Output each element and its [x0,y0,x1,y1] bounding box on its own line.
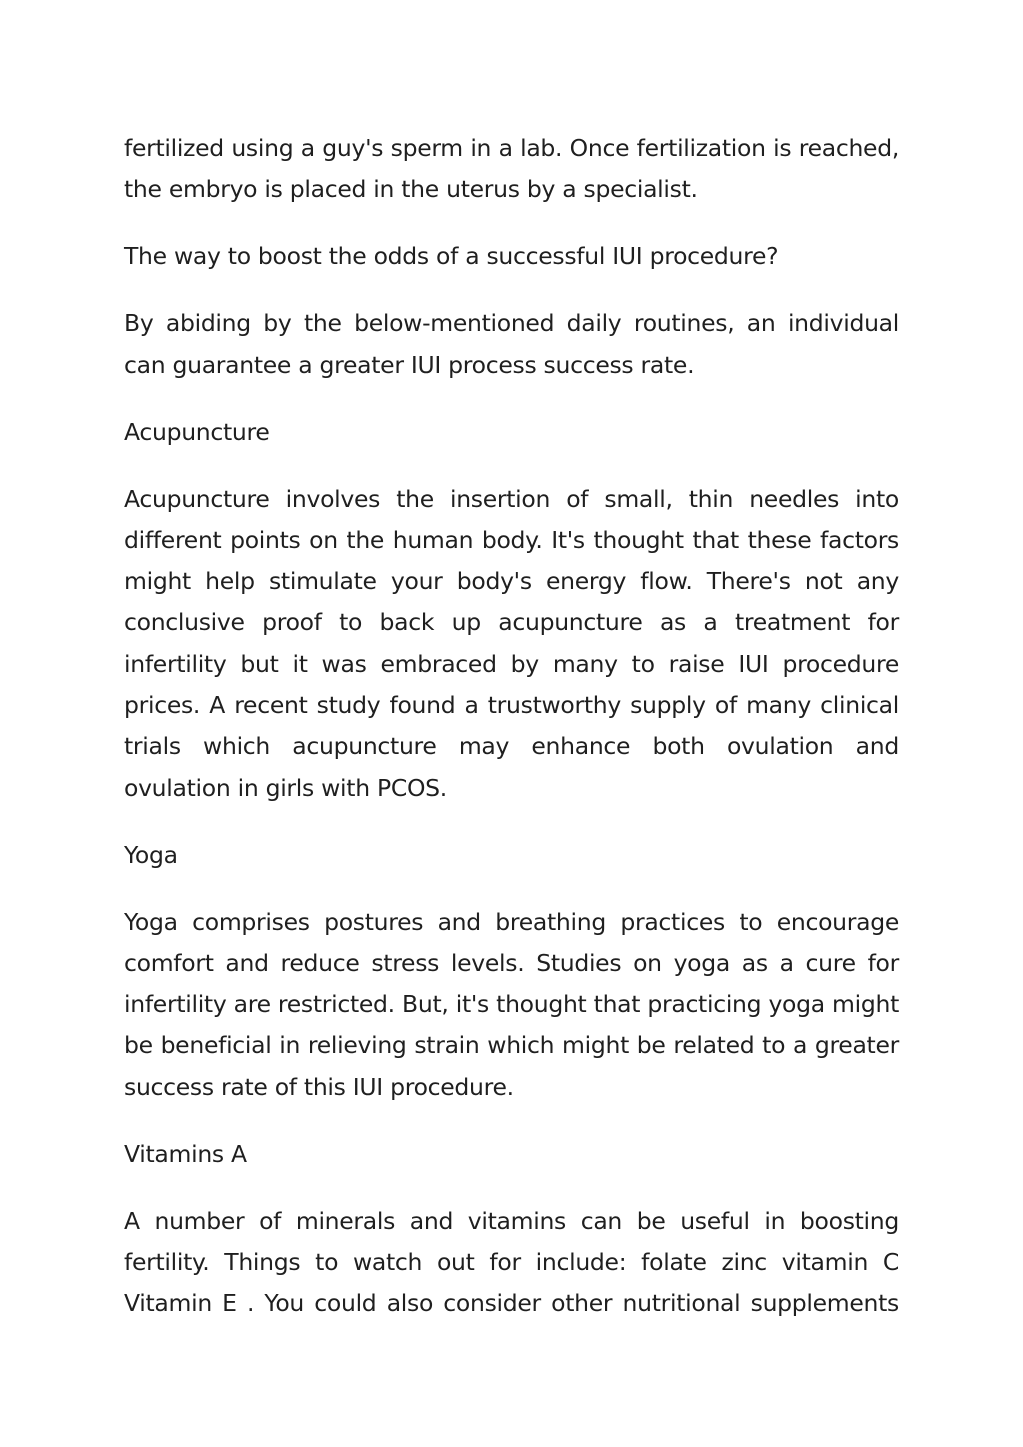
paragraph-acupuncture: Acupuncture involves the insertion of small, thin needles into different points on the human body. It's thought that these factors might help stimulate your body's energy flow. There's not any conclusive proof to back up acupuncture as a treatment for infertility but it was embraced by many to raise IUI procedure prices. A recent study found a trustworthy supply of many clinical trials which acupuncture may enhance both ovulation and ovulation in girls with PCOS. [124,484,899,802]
paragraph-boost-odds-question: The way to boost the odds of a successful IUI procedure? [124,242,779,271]
heading-acupuncture: Acupuncture [124,417,270,446]
document-page [124,128,899,1350]
paragraph-vitamins: A number of minerals and vitamins can be useful in boosting fertility. Things to watch out for include: folate zinc vitamin C Vitamin E . You could also consider other nutritional supplements [124,1206,899,1318]
heading-yoga: Yoga [124,840,178,869]
heading-vitamins: Vitamins A [124,1139,247,1168]
paragraph-yoga: Yoga comprises postures and breathing practices to encourage comfort and reduce stress levels. Studies on yoga as a cure for infertility are restricted. But, it's thought that practicing yoga might be beneficial in relieving strain which might be related to a greater success rate of this IUI procedure. [124,907,899,1101]
paragraph-fertilization: fertilized using a guy's sperm in a lab. Once fertilization is reached, the embryo is placed in the uterus by a specialist. [124,134,899,204]
paragraph-daily-routines: By abiding by the below-mentioned daily routines, an individual can guarantee a greater IUI process success rate. [124,309,899,379]
